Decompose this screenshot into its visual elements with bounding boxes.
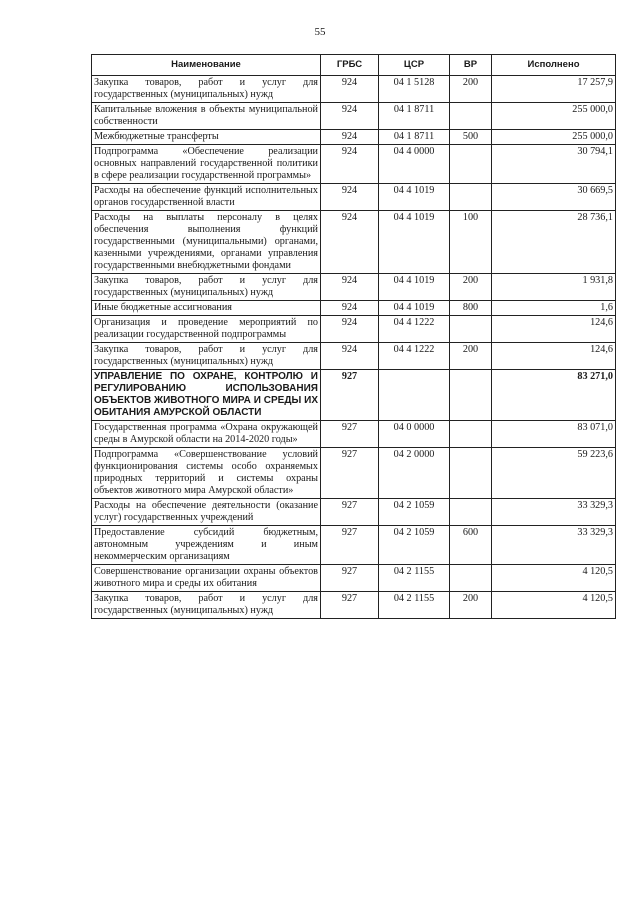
row-grbs-cell: 927 xyxy=(321,565,379,592)
row-vr-cell xyxy=(450,448,492,499)
row-name-cell: Капитальные вложения в объекты муниципальной собственности xyxy=(92,103,321,130)
row-vr-cell: 200 xyxy=(450,592,492,619)
row-amount-cell: 17 257,9 xyxy=(492,76,616,103)
row-vr-cell: 600 xyxy=(450,526,492,565)
row-amount-cell: 33 329,3 xyxy=(492,526,616,565)
row-name-cell: Закупка товаров, работ и услуг для государственных (муниципальных) нужд xyxy=(92,592,321,619)
row-amount-cell: 4 120,5 xyxy=(492,592,616,619)
row-vr-cell xyxy=(450,499,492,526)
row-vr-cell xyxy=(450,184,492,211)
row-amount-cell: 83 071,0 xyxy=(492,421,616,448)
row-amount-cell: 255 000,0 xyxy=(492,130,616,145)
page-number: 55 xyxy=(314,26,326,38)
row-name-cell: Расходы на обеспечение деятельности (оказание услуг) государственных учреждений xyxy=(92,499,321,526)
row-csr-cell: 04 2 1059 xyxy=(379,526,450,565)
row-vr-cell xyxy=(450,421,492,448)
row-amount-cell: 1 931,8 xyxy=(492,274,616,301)
table-row xyxy=(92,592,616,619)
row-csr-cell: 04 2 0000 xyxy=(379,448,450,499)
row-vr-cell xyxy=(450,565,492,592)
table-row xyxy=(92,370,616,421)
row-grbs-cell: 924 xyxy=(321,211,379,274)
row-csr-cell: 04 4 1019 xyxy=(379,184,450,211)
row-csr-cell: 04 1 5128 xyxy=(379,76,450,103)
row-name-cell: Закупка товаров, работ и услуг для государственных (муниципальных) нужд xyxy=(92,76,321,103)
header-vr: ВР xyxy=(450,55,492,76)
row-vr-cell: 800 xyxy=(450,301,492,316)
row-name-cell: Подпрограмма «Совершенствование условий функционирования системы особо охраняемых природных территорий и системы охраны объектов животного мира Амурской области» xyxy=(92,448,321,499)
row-csr-cell: 04 4 1019 xyxy=(379,274,450,301)
row-amount-cell: 30 669,5 xyxy=(492,184,616,211)
row-name-cell: Расходы на выплаты персоналу в целях обеспечения выполнения функций государственными (муниципальными) органами, казенными учреждениями, органами управления государственными внебюджетными фондами xyxy=(92,211,321,274)
row-csr-cell: 04 1 8711 xyxy=(379,103,450,130)
row-grbs-cell: 924 xyxy=(321,145,379,184)
row-csr-cell: 04 0 0000 xyxy=(379,421,450,448)
row-amount-cell: 83 271,0 xyxy=(492,370,616,421)
row-amount-cell: 59 223,6 xyxy=(492,448,616,499)
budget-execution-table xyxy=(91,54,616,619)
row-name-cell: Закупка товаров, работ и услуг для государственных (муниципальных) нужд xyxy=(92,343,321,370)
row-vr-cell: 100 xyxy=(450,211,492,274)
row-vr-cell: 200 xyxy=(450,343,492,370)
row-grbs-cell: 924 xyxy=(321,103,379,130)
row-vr-cell xyxy=(450,145,492,184)
table-row xyxy=(92,211,616,274)
table-row xyxy=(92,103,616,130)
row-csr-cell: 04 4 0000 xyxy=(379,145,450,184)
row-amount-cell: 4 120,5 xyxy=(492,565,616,592)
table-header-row xyxy=(92,55,616,76)
header-name: Наименование xyxy=(92,55,321,76)
row-name-cell: УПРАВЛЕНИЕ ПО ОХРАНЕ, КОНТРОЛЮ И РЕГУЛИРОВАНИЮ ИСПОЛЬЗОВАНИЯ ОБЪЕКТОВ ЖИВОТНОГО МИРА И СРЕДЫ ИХ ОБИТАНИЯ АМУРСКОЙ ОБЛАСТИ xyxy=(92,370,321,421)
row-amount-cell: 1,6 xyxy=(492,301,616,316)
row-grbs-cell: 924 xyxy=(321,76,379,103)
row-amount-cell: 28 736,1 xyxy=(492,211,616,274)
table-row xyxy=(92,301,616,316)
header-csr: ЦСР xyxy=(379,55,450,76)
table-row xyxy=(92,526,616,565)
row-grbs-cell: 924 xyxy=(321,130,379,145)
row-amount-cell: 33 329,3 xyxy=(492,499,616,526)
row-grbs-cell: 924 xyxy=(321,301,379,316)
row-vr-cell: 500 xyxy=(450,130,492,145)
row-grbs-cell: 927 xyxy=(321,526,379,565)
row-csr-cell: 04 4 1222 xyxy=(379,316,450,343)
row-name-cell: Предоставление субсидий бюджетным, автономным учреждениям и иным некоммерческим организациям xyxy=(92,526,321,565)
row-csr-cell: 04 1 8711 xyxy=(379,130,450,145)
row-name-cell: Государственная программа «Охрана окружающей среды в Амурской области на 2014-2020 годы» xyxy=(92,421,321,448)
row-csr-cell: 04 4 1222 xyxy=(379,343,450,370)
row-grbs-cell: 924 xyxy=(321,274,379,301)
table-row xyxy=(92,76,616,103)
table-row xyxy=(92,274,616,301)
table-row xyxy=(92,565,616,592)
row-name-cell: Закупка товаров, работ и услуг для государственных (муниципальных) нужд xyxy=(92,274,321,301)
row-csr-cell: 04 4 1019 xyxy=(379,211,450,274)
header-grbs: ГРБС xyxy=(321,55,379,76)
row-name-cell: Подпрограмма «Обеспечение реализации основных направлений государственной политики в сфере реализации государственной программы» xyxy=(92,145,321,184)
row-amount-cell: 30 794,1 xyxy=(492,145,616,184)
row-grbs-cell: 927 xyxy=(321,592,379,619)
table-row xyxy=(92,184,616,211)
table-row xyxy=(92,448,616,499)
row-grbs-cell: 927 xyxy=(321,448,379,499)
row-name-cell: Организация и проведение мероприятий по реализации государственной подпрограммы xyxy=(92,316,321,343)
row-grbs-cell: 927 xyxy=(321,370,379,421)
row-grbs-cell: 927 xyxy=(321,499,379,526)
row-csr-cell: 04 2 1155 xyxy=(379,565,450,592)
row-amount-cell: 124,6 xyxy=(492,343,616,370)
row-vr-cell: 200 xyxy=(450,76,492,103)
row-grbs-cell: 924 xyxy=(321,343,379,370)
row-csr-cell xyxy=(379,370,450,421)
table-row xyxy=(92,343,616,370)
row-amount-cell: 124,6 xyxy=(492,316,616,343)
row-csr-cell: 04 2 1155 xyxy=(379,592,450,619)
table-row xyxy=(92,499,616,526)
row-csr-cell: 04 4 1019 xyxy=(379,301,450,316)
row-vr-cell xyxy=(450,370,492,421)
row-name-cell: Иные бюджетные ассигнования xyxy=(92,301,321,316)
row-grbs-cell: 927 xyxy=(321,421,379,448)
row-grbs-cell: 924 xyxy=(321,316,379,343)
table-row xyxy=(92,421,616,448)
row-name-cell: Межбюджетные трансферты xyxy=(92,130,321,145)
row-vr-cell xyxy=(450,103,492,130)
row-vr-cell: 200 xyxy=(450,274,492,301)
row-name-cell: Совершенствование организации охраны объектов животного мира и среды их обитания xyxy=(92,565,321,592)
row-amount-cell: 255 000,0 xyxy=(492,103,616,130)
row-grbs-cell: 924 xyxy=(321,184,379,211)
row-csr-cell: 04 2 1059 xyxy=(379,499,450,526)
table-row xyxy=(92,145,616,184)
row-name-cell: Расходы на обеспечение функций исполнительных органов государственной власти xyxy=(92,184,321,211)
table-row xyxy=(92,316,616,343)
header-executed: Исполнено xyxy=(492,55,616,76)
table-row xyxy=(92,130,616,145)
row-vr-cell xyxy=(450,316,492,343)
